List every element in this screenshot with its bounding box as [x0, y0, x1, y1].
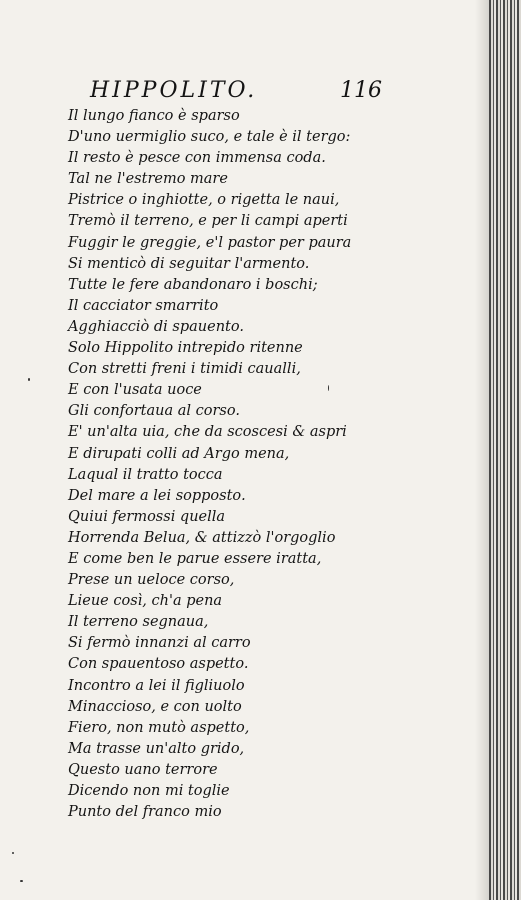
verse-line: Horrenda Belua, & attizzò l'orgoglio — [68, 529, 336, 546]
verse-line: Si fermò innanzi al carro — [68, 635, 251, 652]
verse-line: Il terreno segnaua, — [68, 614, 209, 631]
verse-line: Il cacciator smarrito — [68, 297, 219, 314]
verse-line: Agghiacciò di spauento. — [68, 318, 244, 335]
verse-line: Pistrice o inghiotte, o rigetta le naui, — [68, 192, 340, 209]
verse-line: Quiui fermossi quella — [68, 508, 226, 525]
verse-line: Prese un ueloce corso, — [68, 572, 235, 589]
verse-line: Questo uano terrore — [68, 761, 218, 778]
verse-line: Il lungo fianco è sparso — [68, 108, 240, 124]
ink-speck — [12, 852, 14, 854]
verse-line: Il resto è pesce con immensa coda. — [68, 150, 326, 167]
verse-line: D'uno uermiglio suco, e tale è il tergo: — [68, 129, 351, 146]
verse-line: Punto del franco mio — [68, 804, 222, 821]
verse-line: Si menticò di seguitar l'armento. — [68, 255, 310, 272]
page-edges — [489, 0, 521, 900]
ink-speck — [20, 880, 23, 882]
running-title: HIPPOLITO. — [90, 78, 258, 103]
verse-line: Laqual il tratto tocca — [68, 466, 223, 483]
binding-shadow — [475, 0, 489, 900]
verse-line: Lieue così, ch'a pena — [68, 593, 223, 610]
verse-list — [68, 106, 368, 823]
page-header — [90, 78, 390, 104]
page-number: 116 — [340, 78, 382, 103]
verse-line: Incontro a lei il figliuolo — [68, 677, 245, 694]
verse-line: Tremò il terreno, e per li campi aperti — [68, 213, 348, 230]
verse-line: Gli confortaua al corso. — [68, 403, 240, 420]
verse-line: Tal ne l'estremo mare — [68, 171, 228, 188]
ink-speck — [28, 378, 30, 381]
verse-line: Solo Hippolito intrepido ritenne — [68, 340, 303, 357]
verse-line: Minaccioso, e con uolto — [68, 698, 242, 715]
verse-line: E con l'usata uoce — [68, 382, 202, 399]
verse-line: Ma trasse un'alto grido, — [68, 740, 245, 757]
verse-line: Fiero, non mutò aspetto, — [68, 719, 250, 736]
verse-line: E come ben le parue essere iratta, — [68, 550, 322, 567]
verse-line: Tutte le fere abandonaro i boschi; — [68, 276, 318, 293]
verse-line: Del mare a lei soppostо. — [68, 487, 246, 504]
verse-line: Con spauentoso aspetto. — [68, 656, 249, 673]
verse-line: Fuggir le greggie, e'l pastor per paura — [68, 234, 352, 251]
verse-line: E dirupati colli ad Argo mena, — [68, 445, 290, 462]
verse-line: E' un'alta uia, che da scoscesi & aspri — [68, 424, 347, 441]
verse-line: Dicendo non mi toglie — [68, 783, 230, 799]
verse-line: Con stretti freni i timidi caualli, — [68, 361, 301, 378]
ink-speck — [328, 385, 329, 391]
